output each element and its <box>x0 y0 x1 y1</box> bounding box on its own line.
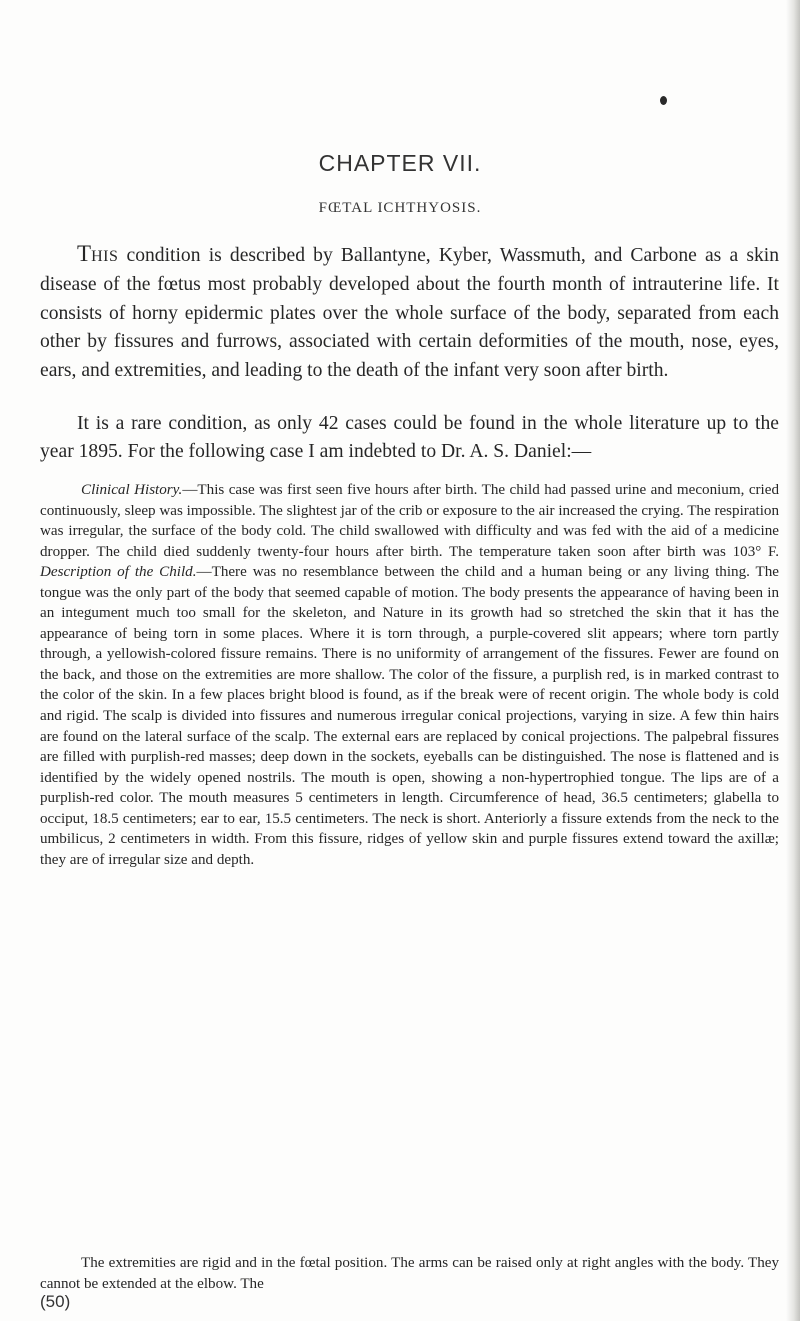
description-heading: Description of the Child. <box>40 564 197 581</box>
paragraph-intro <box>40 240 779 385</box>
ink-spot <box>660 96 667 105</box>
paragraph-rarity: It is a rare condition, as only 42 cases could be found in the whole literature up to the year 1895. For the following case I am indebted to Dr. A. S. Daniel:— <box>40 413 779 463</box>
paragraph-extremities: The extremities are rigid and in the fœtal position. The arms can be raised only at right angles with the body. They cannot be extended at the elbow. The <box>40 1255 779 1292</box>
section-title: FŒTAL ICHTHYOSIS. <box>318 200 482 216</box>
paragraph-intro-text: condition is described by Ballantyne, Kyber, Wassmuth, and Carbone as a skin disease of the fœtus most probably developed about the fourth month of intrauterine life. It consists of horny epidermic plates over the whole surface of the body, separated from each other by fissures and furrows, associated with certain deformities of the mouth, nose, eyes, ears, and extremities, and leading to the death of the infant very soon after birth. <box>40 245 779 381</box>
page-number: (50) <box>40 1292 71 1311</box>
description-text: —There was no resemblance between the child and a human being or any living thing. The tongue was the only part of the body that seemed capable of motion. The body presents the appearance of having been in an integument much too small for the skeleton, and Nature in its growth had so stretched the skin that it has the appearance of being torn in some places. Where it is torn through, a purple-covered slit appears; where torn partly through, a yellowish-colored fissure remains. There is no uniformity of arrangement of the fissures. Fewer are found on the back, and those on the extremities are more shallow. The color of the fissure, a purplish red, is in marked contrast to the color of the skin. In a few places bright blood is found, as if the break were of recent origin. The whole body is cold and rigid. The scalp is divided into fissures and numerous irregular conical projections, varying in size. A few thin hairs are found on the lateral surface of the scalp. The external ears are replaced by conical projections. The palpebral fissures are filled with purplish-red masses; deep down in the sockets, eyeballs can be distinguished. The nose is flattened and is identified by the widely opened nostrils. The mouth is open, showing a non-hypertrophied tongue. The lips are of a purplish-red color. The mouth measures 5 centimeters in length. Circumference of head, 36.5 centimeters; glabella to occiput, 18.5 centimeters; ear to ear, 15.5 centimeters. The neck is short. Anteriorly a fissure extends from the neck to the umbilicus, 2 centimeters in width. From this fissure, ridges of yellow skin and purple fissures extend toward the axillæ; they are of irregular size and depth. <box>40 564 779 868</box>
page-edge-shadow <box>786 0 800 1321</box>
smallcaps-word: HIS <box>91 248 119 265</box>
chapter-heading: CHAPTER VII. <box>318 150 482 176</box>
clinical-history-heading: Clinical History. <box>81 482 183 498</box>
paragraph-case-report <box>40 480 779 870</box>
dropcap-letter: T <box>77 241 92 266</box>
clinical-history-text: —This case was first seen five hours after birth. The child had passed urine and meconium, cried continuously, sleep was impossible. The slightest jar of the crib or exposure to the air increased the crying. The respiration was irregular, the surface of the body cold. The child swallowed with difficulty and was fed with the aid of a medicine dropper. The child died suddenly twenty-four hours after birth. The temperature taken soon after birth was 103° F. <box>40 482 779 560</box>
